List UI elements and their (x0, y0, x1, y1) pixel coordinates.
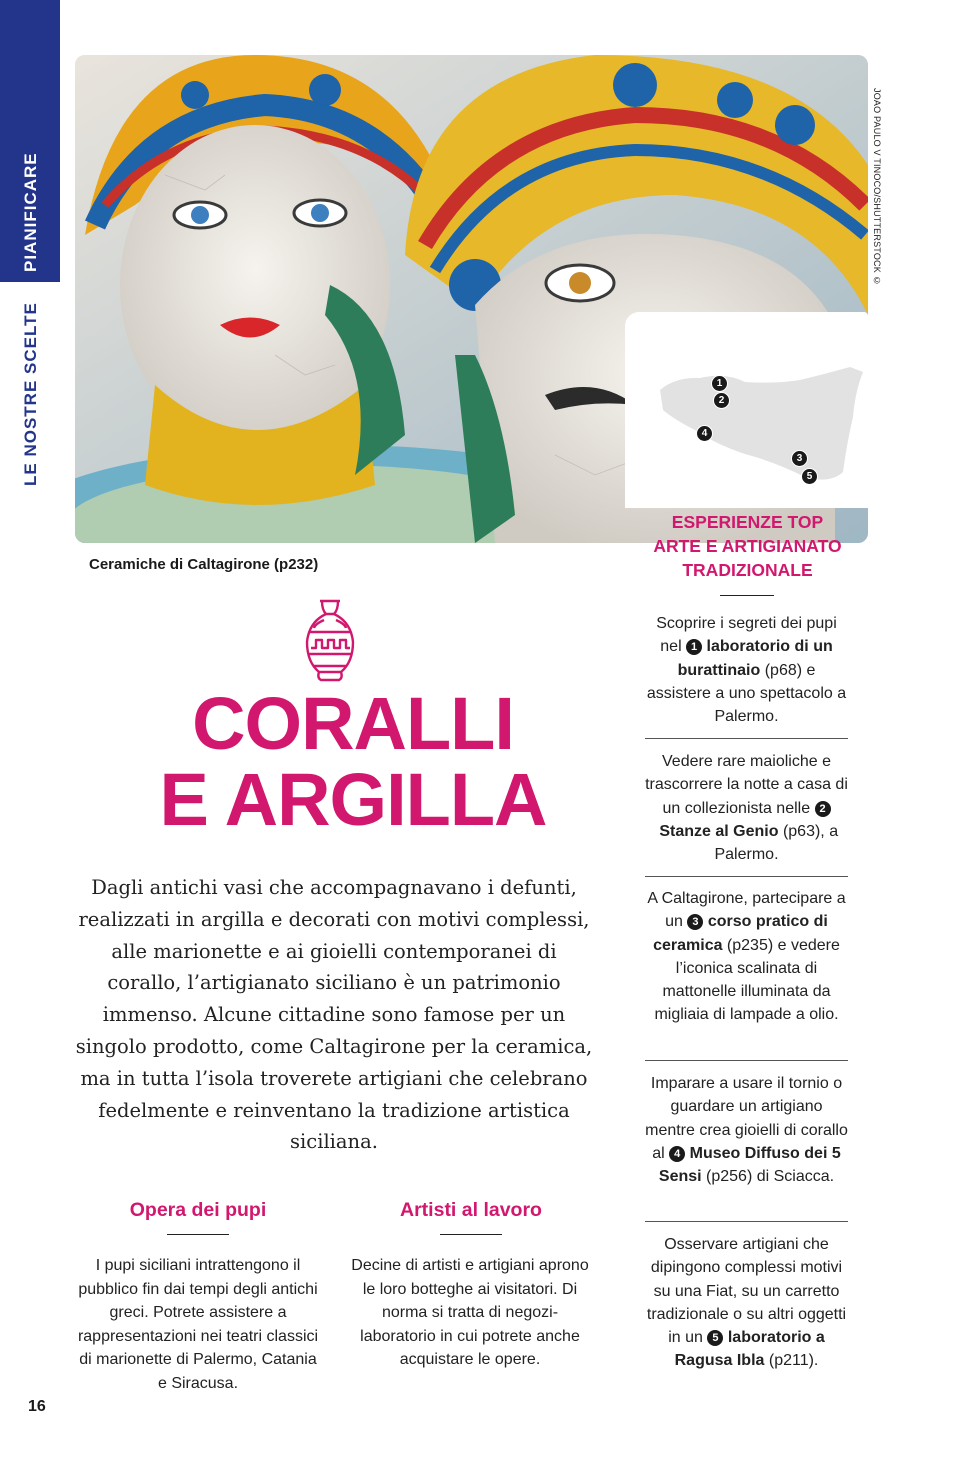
top-experiences-heading (635, 510, 860, 582)
number-badge-2: 2 (815, 801, 831, 817)
experience-4-ref: (p256) di Sciacca. (701, 1168, 835, 1186)
experience-4-place: Museo Diffuso dei 5 Sensi (658, 1144, 841, 1186)
number-badge-5: 5 (707, 1330, 723, 1346)
experience-item-4 (645, 1072, 848, 1188)
experience-3-place: corso pratico di ceramica (653, 913, 828, 954)
divider (645, 876, 848, 877)
experience-2-text: Vedere rare maioliche e trascorrere la notte a casa di un collezionista nelle (645, 753, 848, 817)
page-title-line2: E ARGILLA (159, 758, 547, 841)
experience-item-2 (645, 750, 848, 866)
tab-le-nostre-scelte[interactable]: LE NOSTRE SCELTE (21, 302, 40, 486)
top-heading-line2: ARTE E ARTIGIANATO (653, 536, 842, 556)
tab-pianificare-label: PIANIFICARE (21, 152, 40, 272)
experience-2-ref: (p63), a Palermo. (714, 822, 839, 864)
experience-item-1 (645, 612, 848, 728)
sicily-shape (625, 312, 868, 508)
section-rule-pupi (167, 1234, 229, 1235)
top-heading-line3: TRADIZIONALE (682, 560, 813, 580)
experience-1-place: laboratorio di un burattinaio (677, 638, 833, 679)
page-title (108, 682, 598, 841)
intro-paragraph: Dagli antichi vasi che accompagnavano i defunti, realizzati in argilla e decorati con motivi complessi, alle marionette e ai gioielli contemporanei di corallo, l’artigianato siciliano è un patrimonio immenso. Alcune cittadine sono famose per un singolo prodotto, come Caltagirone per la ceramica, ma in tutta l’isola troverete artigiani che celebrano fedelmente e reinventano la tradizione artistica siciliana. (75, 876, 593, 1154)
experience-5-text: Osservare artigiani che dipingono complessi motivi su una Fiat, su un carretto tradizionale o su altri oggetti in un (646, 1236, 847, 1347)
section-heading-artisti: Artisti al lavoro (400, 1199, 542, 1221)
page-title-line1: CORALLI (192, 682, 514, 765)
number-badge-1: 1 (686, 639, 702, 655)
divider (645, 738, 848, 739)
map-pin-3: 3 (791, 450, 808, 467)
tab-pianificare[interactable] (0, 0, 60, 282)
divider (645, 1221, 848, 1222)
top-experiences-rule (720, 595, 774, 596)
experience-4-text: Imparare a usare il tornio o guardare un artigiano mentre crea gioielli di corallo al (645, 1075, 848, 1162)
photo-credit: JOAO PAULO V TINOCO/SHUTTERSTOCK © (872, 88, 882, 286)
map-pin-2: 2 (713, 392, 730, 409)
section-body-artisti: Decine di artisti e artigiani aprono le loro botteghe ai visitatori. Di norma si tratta di negozi-laboratorio in cui potrete anche acquistare le opere. (351, 1257, 589, 1368)
experience-2-place: Stanze al Genio (659, 822, 779, 840)
vase-icon (303, 598, 357, 682)
top-heading-line1: ESPERIENZE TOP (671, 512, 824, 532)
page-number: 16 (28, 1398, 46, 1415)
map-pin-5: 5 (801, 468, 818, 485)
sicily-map (625, 312, 868, 508)
experience-3-text: A Caltagirone, partecipare a un (647, 890, 846, 931)
number-badge-4: 4 (669, 1146, 685, 1162)
divider (645, 1060, 848, 1061)
experience-5-place: laboratorio a Ragusa Ibla (674, 1329, 825, 1370)
experience-item-3 (645, 887, 848, 1027)
section-heading-pupi: Opera dei pupi (129, 1199, 267, 1221)
experience-1-ref: (p68) e assistere a uno spettacolo a Palermo. (646, 661, 847, 726)
experience-3-ref: (p235) e vedere l’iconica scalinata di mattonelle illuminata da migliaia di lampade a olio. (654, 936, 840, 1024)
experience-item-5 (645, 1233, 848, 1373)
experience-5-ref: (p211). (764, 1352, 819, 1370)
photo-caption: Ceramiche di Caltagirone (p232) (89, 556, 319, 573)
section-rule-artisti (440, 1234, 502, 1235)
section-body-pupi: I pupi siciliani intrattengono il pubblico fin dai tempi degli antichi greci. Potrete assistere a rappresentazioni nei teatri classici di marionette di Palermo, Catania e Siracusa. (77, 1257, 319, 1392)
number-badge-3: 3 (687, 914, 703, 930)
section-sidebar (0, 0, 60, 495)
experience-1-text: Scoprire i segreti dei pupi nel (656, 615, 837, 656)
map-pin-4: 4 (696, 425, 713, 442)
map-pin-1: 1 (711, 375, 728, 392)
